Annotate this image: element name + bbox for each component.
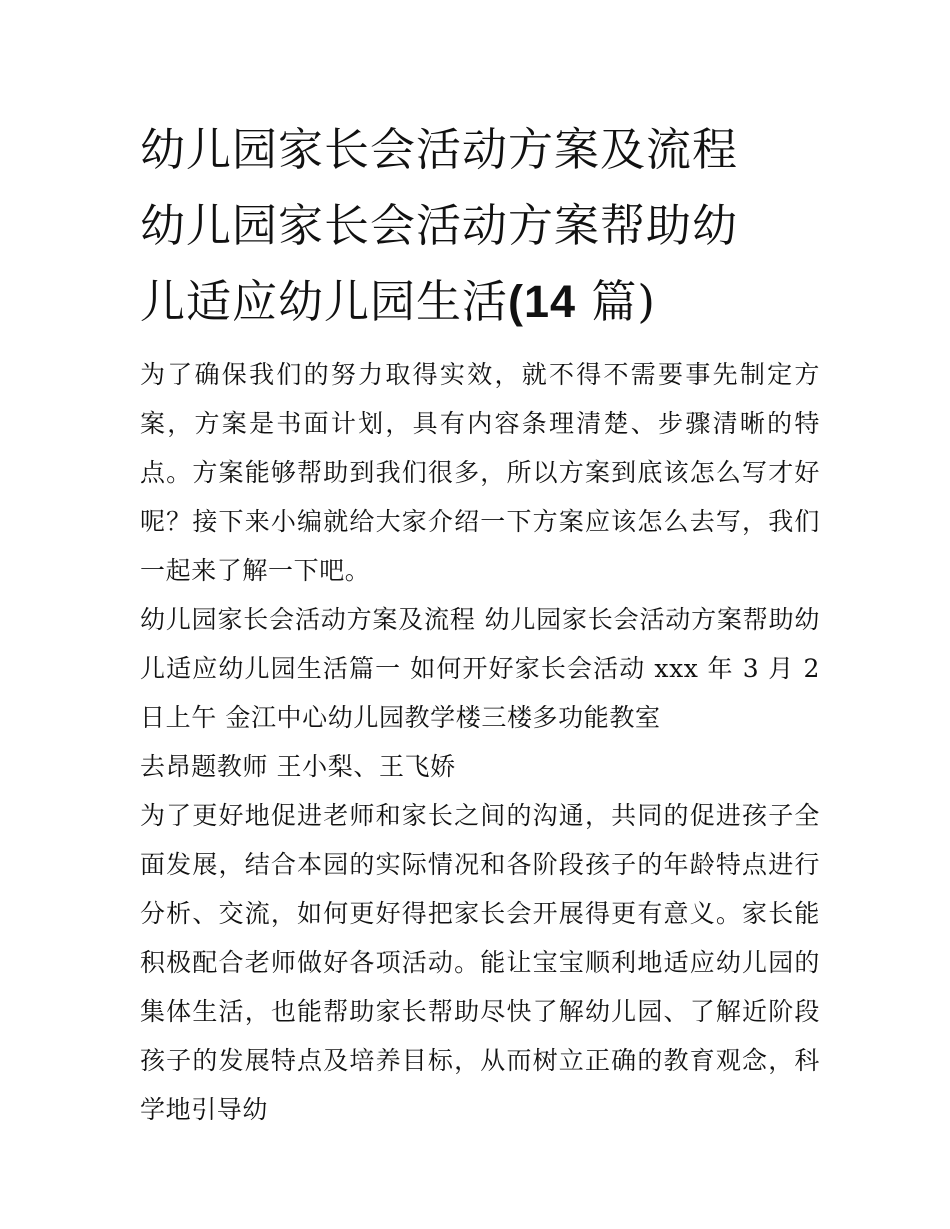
section-heading-paragraph: 幼儿园家长会活动方案及流程 幼儿园家长会活动方案帮助幼儿适应幼儿园生活篇一 如何开好家长会活动 xxx 年 3 月 2 日上午 金江中心幼儿园教学楼三楼多功能教室 bbox=[140, 605, 820, 732]
title-line-2: 幼儿园家长会活动方案帮助幼 bbox=[140, 199, 739, 252]
title-line-1: 幼儿园家长会活动方案及流程 bbox=[140, 123, 739, 176]
body-paragraph: 为了更好地促进老师和家长之间的沟通，共同的促进孩子全面发展，结合本园的实际情况和各阶段孩子的年龄特点进行分析、交流，如何更好得把家长会开展得更有意义。家长能积极配合老师做好各项活动。能让宝宝顺利地适应幼儿园的集体生活，也能帮助家长帮助尽快了解幼儿园、了解近阶段孩子的发展特点及培养目标，从而树立正确的教育观念，科学地引导幼 bbox=[140, 801, 820, 1124]
title-suffix: 篇) bbox=[591, 275, 656, 328]
document-title bbox=[140, 112, 820, 340]
teachers-paragraph: 去昂题教师 王小梨、王飞娇 bbox=[140, 752, 456, 781]
title-count: (14 bbox=[508, 276, 577, 327]
document-page bbox=[140, 112, 820, 1134]
title-line-3: 儿适应幼儿园生活 bbox=[140, 275, 509, 328]
intro-paragraph: 为了确保我们的努力取得实效，就不得不需要事先制定方案，方案是书面计划，具有内容条理清楚、步骤清晰的特点。方案能够帮助到我们很多，所以方案到底该怎么写才好呢？接下来小编就给大家介绍一下方案应该怎么去写，我们一起来了解一下吧。 bbox=[140, 360, 820, 585]
